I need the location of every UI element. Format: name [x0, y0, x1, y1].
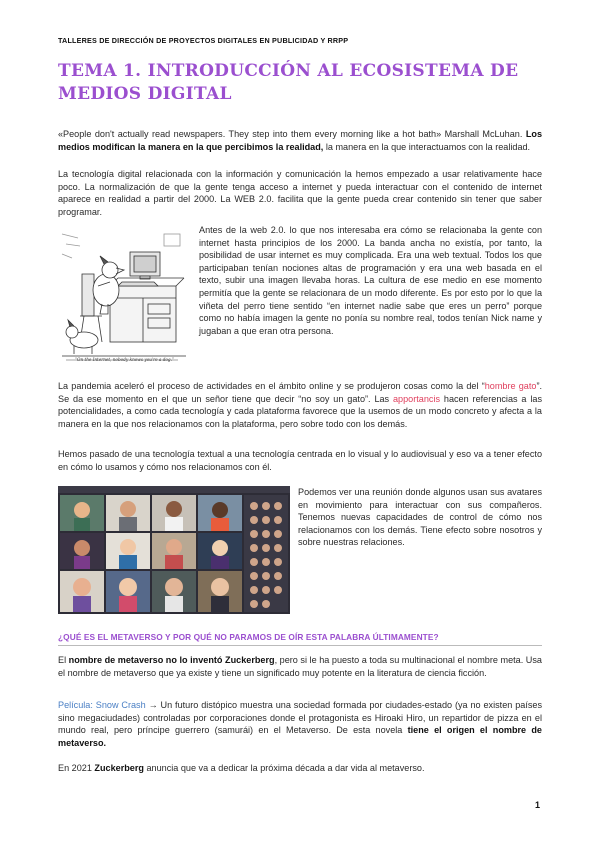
- paragraph-avatares: Podemos ver una reunión donde algunos usan sus avatares en movimiento para interactuar con sus compañeros. Tenemos nuevas capacidades de control de cómo nos relacionamos con los demás. Tiene efecto sobre nosotros y sobre nuestras relaciones.: [298, 487, 542, 548]
- snow-crash-bold: tiene el origen el nombre de metaverso.: [58, 725, 542, 748]
- paragraph-2021: [58, 762, 542, 775]
- zuckerberg-bold: Zuckerberg: [94, 763, 144, 773]
- paragraph-web20: La tecnología digital relacionada con la información y comunicación la hemos empezado a usar relativamente hace poco. La normalización de que la gente tenga acceso a internet y pueda interactuar con el contenido de internet aparece en realidad a partir del 2000. La WEB 2.0. facilita que la gente pueda crear contenido sin tener que saber programar.: [58, 169, 542, 217]
- mcluhan-quote: «People don't actually read newspapers. They step into them every morning like a hot bath» Marshall McLuhan.: [58, 129, 526, 139]
- apportancis-term: apportancis: [393, 393, 441, 404]
- page-title: TEMA 1. INTRODUCCIÓN AL ECOSISTEMA DE MEDIOS DIGITAL: [58, 61, 519, 104]
- dog-cartoon-image: [58, 224, 190, 366]
- intro-bold: Los medios modifican la manera en la que percibimos la realidad,: [58, 129, 542, 152]
- pandemia-text-c: ”. Se da ese momento en el que un señor tiene que decir “no soy un gato”. Las: [58, 381, 542, 404]
- paragraph-snow-crash: [58, 699, 542, 749]
- metaverso-text-c: , pero si le ha puesto a toda su multinacional el nombre meta. Usa el nombre de metaverso que ya existe y tiene un significado muy potente en la literatura de ciencia ficción.: [58, 655, 542, 678]
- section-heading-metaverso: ¿QUÉ ES EL METAVERSO Y POR QUÉ NO PARAMOS DE OÍR ESTA PALABRA ÚLTIMAMENTE?: [58, 632, 439, 642]
- announce-text: anuncia que va a dedicar la próxima década a dar vida al metaverso.: [143, 763, 425, 773]
- pandemia-text-e: hacen referencias a las potencialidades, a como cada tecnología y cada plataforma favorece que la usemos de un modo concreto y afecta a la manera en la que nos relacionamos con la plataforma, pero sobre todo con los demás.: [58, 393, 542, 429]
- metaverso-bold: nombre de metaverso no lo inventó Zuckerberg: [68, 655, 275, 665]
- paragraph-intro: [58, 128, 542, 153]
- snow-crash-text: Un futuro distópico muestra una sociedad formada por ciudades-estado (ya no existen países sino megaciudades) controladas por corporaciones donde el protagonista es Hiroaki Hiro, un repartidor de pizza en el mundo real, pero príncipe guerrero (samurái) en el Metaverso. De esta novela: [58, 700, 542, 736]
- film-label: Película: Snow Crash: [58, 700, 149, 710]
- paragraph-web-textual: Antes de la web 2.0. lo que nos interesaba era cómo se relacionaba la gente con internet hasta principios de los 2000. La banda ancha no existía, por tanto, la posibilidad de usar internet es muy complicada. Era una web textual. Todos los que participaban tenían nociones altas de programación y era una web basada en el texto, subir una imagen llevaba horas. La cultura de ese medio en ese momento permitía que la gente se relacionara de un modo diferente. Es por esto por lo que la viñeta del perro tiene sentido “en internet nadie sabe que eres un perro” porque como no había imagen la gente no ponía su nombre real, todos tenían Nick name y jugaban a que eran otra persona.: [199, 225, 542, 336]
- running-header: TALLERES DE DIRECCIÓN DE PROYECTOS DIGITALES EN PUBLICIDAD Y RRPP: [58, 36, 349, 45]
- paragraph-zuckerberg-name: [58, 654, 542, 679]
- section-divider: [58, 645, 542, 646]
- hombre-gato-link[interactable]: hombre gato: [484, 381, 537, 391]
- arrow-icon: →: [148, 700, 158, 710]
- paragraph-pandemia: [58, 380, 542, 430]
- cartoon-caption: “On the Internet, nobody knows you're a dog.”: [74, 357, 175, 362]
- year-text: En 2021: [58, 763, 95, 773]
- pandemia-text-a: La pandemia aceleró el proceso de actividades en el ámbito online y se produjeron cosas como la del “: [58, 381, 485, 391]
- page-number: 1: [535, 800, 541, 810]
- intro-tail: la manera en la que interactuamos con la realidad.: [323, 141, 531, 152]
- metaverso-text-a: El: [58, 655, 69, 665]
- video-meeting-image: [58, 486, 290, 614]
- paragraph-visual: Hemos pasado de una tecnología textual a una tecnología centrada en lo visual y lo audiovisual y eso va a tener efecto en cómo lo usamos y cómo nos relacionamos con él.: [58, 449, 542, 472]
